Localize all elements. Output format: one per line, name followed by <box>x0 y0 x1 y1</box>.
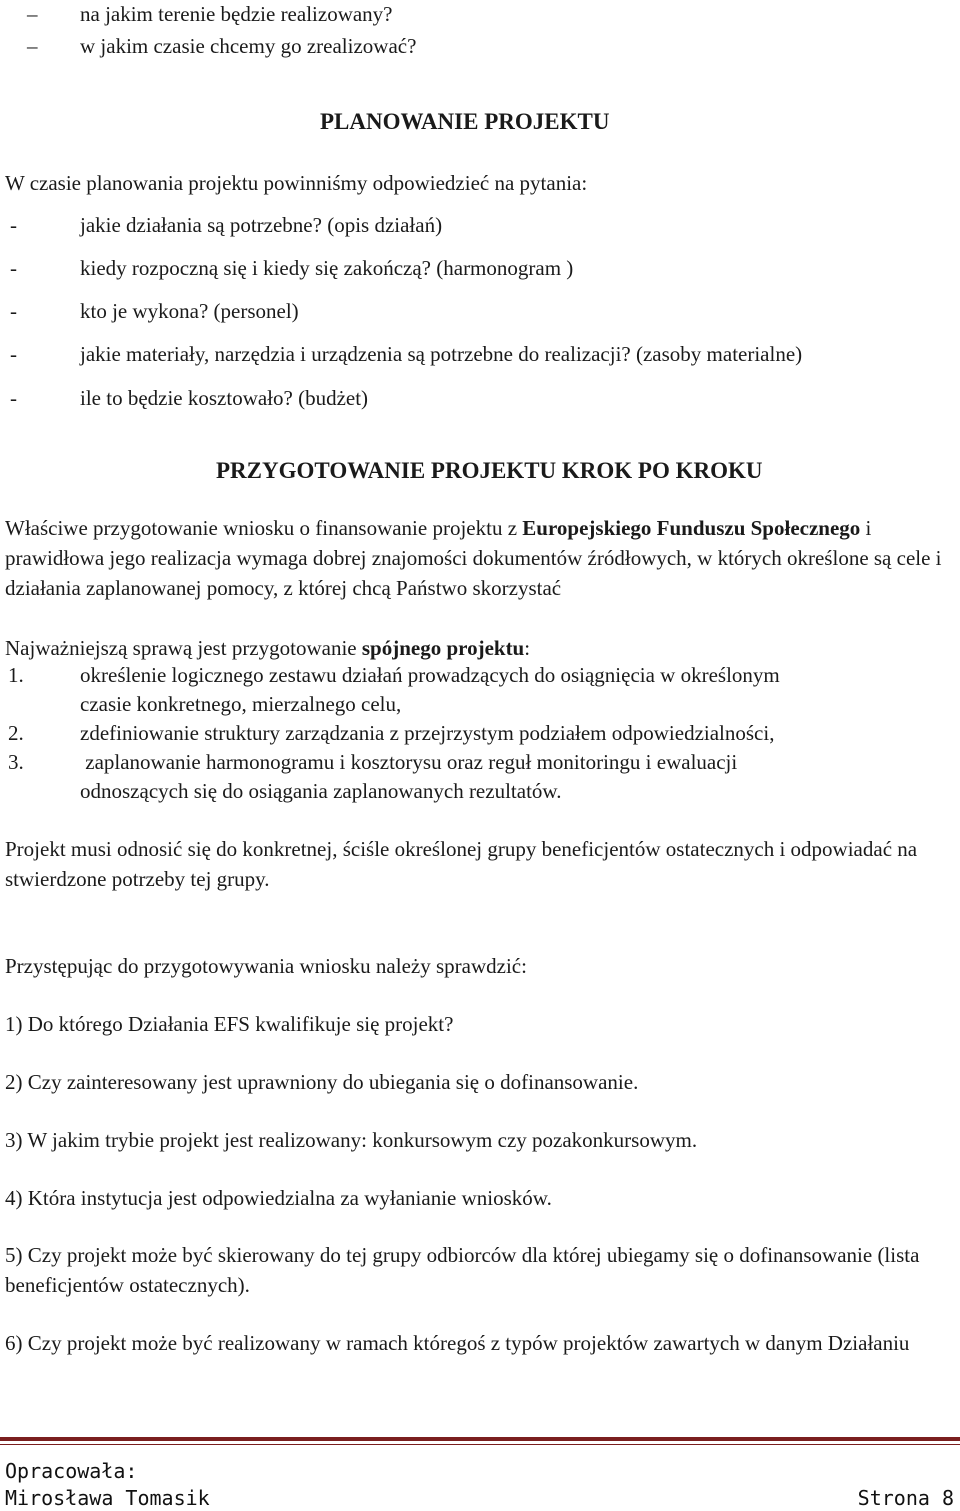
list-item-text: kto je wykona? (personel) <box>80 299 299 323</box>
footer-prepared-label: Opracowała: <box>5 1459 138 1483</box>
paragraph-intro <box>5 513 945 603</box>
checklist-lead: Przystępując do przygotowywania wniosku należy sprawdzić: <box>5 954 527 978</box>
fund-name: Europejskiego Funduszu Społecznego <box>522 516 861 540</box>
hyphen-bullet: - <box>10 299 17 323</box>
footer-author: Mirosława Tomasik <box>5 1486 210 1510</box>
checklist-item: 3) W jakim trybie projekt jest realizowany: konkursowym czy pozakonkursowym. <box>5 1128 698 1152</box>
checklist-item: 5) Czy projekt może być skierowany do tej grupy odbiorców dla której ubiegamy się o dofinansowanie (lista beneficjentów ostatecznych). <box>5 1243 920 1297</box>
checklist-item: 4) Która instytucja jest odpowiedzialna za wyłanianie wniosków. <box>5 1186 552 1210</box>
list-item-text: jakie działania są potrzebne? (opis działań) <box>80 213 443 237</box>
hyphen-bullet: - <box>10 213 17 237</box>
hyphen-bullet: - <box>10 386 17 410</box>
paragraph-key-point <box>5 635 530 661</box>
section-heading-preparation: PRZYGOTOWANIE PROJEKTU KROK PO KROKU <box>216 458 763 483</box>
checklist-item: 1) Do którego Działania EFS kwalifikuje się projekt? <box>5 1012 454 1036</box>
list-item-text: kiedy rozpoczną się i kiedy się zakończą? (harmonogram ) <box>80 256 574 280</box>
list-item-text: jakie materiały, narzędzia i urządzenia są potrzebne do realizacji? (zasoby materialne) <box>80 342 803 366</box>
paragraph-text: : <box>524 636 531 660</box>
footer-page-number: Strona 8 <box>857 1486 954 1510</box>
list-item-text: ile to będzie kosztowało? (budżet) <box>80 386 369 410</box>
item-number: 2. <box>8 721 24 745</box>
footer-rule-thin <box>0 1444 960 1445</box>
item-text: odnoszących się do osiągania zaplanowanych rezultatów. <box>80 779 562 803</box>
checklist-item: 6) Czy projekt może być realizowany w ramach któregoś z typów projektów zawartych w danym Działaniu <box>5 1331 910 1355</box>
dash-bullet: – <box>27 2 38 26</box>
planning-lead: W czasie planowania projektu powinniśmy odpowiedzieć na pytania: <box>5 171 588 195</box>
hyphen-bullet: - <box>10 342 17 366</box>
paragraph-text: i prawidłowa jego realizacja wymaga dobrej znajomości dokumentów źródłowych, w których określone są cele i działania zaplanowanej pomocy, z której chcą Państwo skorzystać <box>5 516 942 600</box>
section-heading-planning: PLANOWANIE PROJEKTU <box>320 109 610 134</box>
paragraph-text: Właściwe przygotowanie wniosku o finansowanie projektu z <box>5 516 523 540</box>
dash-item-text: w jakim czasie chcemy go zrealizować? <box>80 34 417 58</box>
hyphen-bullet: - <box>10 256 17 280</box>
item-text: określenie logicznego zestawu działań prowadzących do osiągnięcia w określonym <box>80 663 780 687</box>
item-text: zaplanowanie harmonogramu i kosztorysu oraz reguł monitoringu i ewaluacji <box>80 750 738 774</box>
emphasis-text: spójnego projektu <box>361 636 525 660</box>
dash-bullet: – <box>27 34 38 58</box>
item-text: zdefiniowanie struktury zarządzania z przejrzystym podziałem odpowiedzialności, <box>80 721 775 745</box>
paragraph-text: Najważniejszą sprawą jest przygotowanie <box>5 636 362 660</box>
item-number: 1. <box>8 663 24 687</box>
paragraph-beneficiaries: Projekt musi odnosić się do konkretnej, ściśle określonej grupy beneficjentów ostatecznych i odpowiadać na stwierdzone potrzeby tej grupy. <box>5 837 918 891</box>
dash-item-text: na jakim terenie będzie realizowany? <box>80 2 393 26</box>
footer-rule-thick <box>0 1437 960 1441</box>
item-number: 3. <box>8 750 24 774</box>
checklist-item: 2) Czy zainteresowany jest uprawniony do ubiegania się o dofinansowanie. <box>5 1070 639 1094</box>
item-text: czasie konkretnego, mierzalnego celu, <box>80 692 402 716</box>
